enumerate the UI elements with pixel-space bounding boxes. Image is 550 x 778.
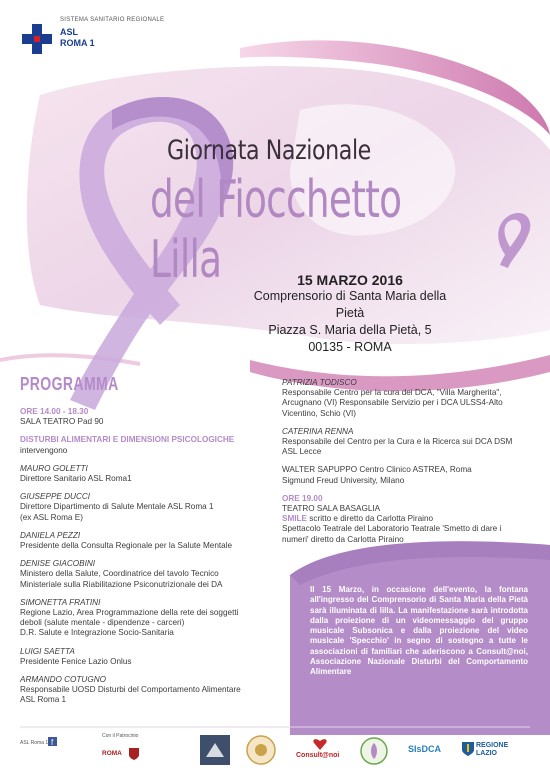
- smile-title: SMILE: [282, 514, 308, 524]
- speaker-role: Ministero della Salute, Coordinatrice del tavolo Tecnico: [20, 569, 219, 579]
- speaker-name: CATERINA RENNA: [282, 426, 354, 436]
- comune-crest-icon: [129, 748, 139, 760]
- partner-logo-icon: [246, 735, 276, 765]
- speaker-role: Direttore Sanitario ASL Roma1: [20, 474, 132, 484]
- programma-left-column: [20, 407, 260, 714]
- footer-sisdca-logo: SIsDCA: [408, 744, 442, 754]
- event-city: 00135 - ROMA: [308, 340, 392, 354]
- programma-heading: PROGRAMMA: [20, 374, 119, 394]
- session-time-1: ORE 14.00 - 18.30: [20, 407, 89, 416]
- speaker-role: Direttore Dipartimento di Salute Mentale ASL Roma 1: [20, 502, 214, 512]
- lazio-line1: REGIONE: [476, 742, 509, 749]
- system-label: SISTEMA SANITARIO REGIONALE: [60, 17, 165, 23]
- speaker-role: Responsabile del Centro per la Cura e la Ricerca sui DCA DSM: [282, 437, 513, 447]
- title-line1: Giornata Nazionale: [167, 135, 371, 166]
- speaker-role: D.R. Salute e Integrazione Socio-Sanitaria: [20, 628, 174, 638]
- speaker-name: PATRIZIA TODISCO: [282, 378, 357, 387]
- speaker-role: Responsabile Centro per la cura dei DCA, "Villa Margherita",: [282, 388, 502, 398]
- asl-cross-logo-icon: [22, 24, 52, 54]
- asl-line1: ASL: [60, 27, 78, 37]
- session-room-2: TEATRO SALA BASAGLIA: [282, 504, 381, 514]
- session-topic-sub: intervengono: [20, 445, 68, 455]
- event-info: [245, 272, 455, 356]
- session-time-2: ORE 19.00: [282, 493, 323, 503]
- title-line2: del Fiocchetto Lilla: [150, 170, 402, 290]
- consultanoi-heart-icon: [313, 738, 327, 750]
- speaker-name: GIUSEPPE DUCCI: [20, 492, 91, 502]
- speaker-role: Presidente Fenice Lazio Onlus: [20, 656, 132, 666]
- speaker-role: ASL Roma 1: [20, 695, 67, 705]
- speaker-line: Sigmund Freud University, Milano: [282, 475, 405, 485]
- smile-credit: scritto e diretto da Carlotta Piraino: [307, 514, 434, 524]
- show-description: numeri' diretto da Carlotta Piraino: [282, 534, 404, 544]
- asl-line2: ROMA 1: [60, 38, 95, 48]
- speaker-role: Responsabile UOSD Disturbi del Comportamento Alimentare: [20, 685, 241, 695]
- speaker-role: Ministeriale sulla Riabilitazione Psiconutrizionale dei DA: [20, 579, 223, 589]
- event-date: 15 MARZO 2016: [297, 272, 403, 288]
- footer-asl-label: ASL Roma 1: [20, 740, 49, 746]
- speaker-name: MAURO GOLETTI: [20, 463, 88, 473]
- footer-roma-logo: ROMA: [102, 750, 122, 757]
- svg-text:f: f: [51, 738, 54, 746]
- santa-maria-logo-icon: [200, 735, 230, 765]
- speaker-role: Presidente della Consulta Regionale per la Salute Mentale: [20, 541, 233, 551]
- facebook-icon: [48, 737, 57, 746]
- speaker-role: ASL Lecce: [282, 447, 322, 457]
- asl-logo-text: [60, 27, 95, 49]
- speaker-line: WALTER SAPUPPO Centro Clinico ASTREA, Roma: [282, 465, 472, 475]
- lazio-line2: LAZIO: [476, 750, 497, 757]
- smile-line: [282, 514, 544, 524]
- speaker-role: deboli (salute mentale - dipendenze - carceri): [20, 618, 185, 628]
- speaker-role: Arcugnano (VI) Responsabile Servizio per i DCA ULSS4-Alto: [282, 398, 503, 408]
- programma-right-column: [282, 378, 544, 553]
- association-logo-icon: [360, 737, 388, 765]
- speaker-role: Regione Lazio, Area Programmazione della rete dei soggetti: [20, 608, 239, 618]
- footer-consultanoi-logo: Consult@noi: [296, 752, 340, 759]
- speaker-name: DANIELA PEZZI: [20, 530, 81, 540]
- session-room-1: SALA TEATRO Pad 90: [20, 417, 104, 427]
- speaker-role: (ex ASL Roma E): [20, 512, 83, 522]
- speaker-name: ARMANDO COTUGNO: [20, 675, 106, 685]
- show-description: Spettacolo Teatrale del Laboratorio Teatrale 'Smetto di dare i: [282, 524, 502, 534]
- event-notice-text: Il 15 Marzo, in occasione dell'evento, la fontana all'ingresso del Comprensorio di Santa Maria della Pietà sarà illuminata di lilla. La manifestazione sarà introdotta dalla proiezione di un videomessaggio del gruppo musicale Subsonica e dalla proiezione del video musicale 'Specchio' in segno di sostegno a tutte le associazioni di familiari che aderiscono a Consult@noi, Associazione Nazionale Disturbi del Comportamento Alimentare: [310, 585, 528, 677]
- event-venue: Comprensorio di Santa Maria della Pietà: [253, 289, 447, 320]
- speaker-name: SIMONETTA FRATINI: [20, 597, 101, 607]
- session-topic: DISTURBI ALIMENTARI E DIMENSIONI PSICOLOGICHE: [20, 435, 235, 445]
- speaker-role: Vicentino, Schio (VI): [282, 408, 357, 418]
- speaker-name: DENISE GIACOBINI: [20, 559, 96, 569]
- footer-patronage-label: Con il Patrocinio: [102, 733, 139, 739]
- footer-regione-lazio-logo: [476, 742, 508, 758]
- event-address: Piazza S. Maria della Pietà, 5: [268, 323, 432, 337]
- speaker-name: LUIGI SAETTA: [20, 646, 75, 656]
- regione-lazio-crest-icon: [462, 742, 474, 756]
